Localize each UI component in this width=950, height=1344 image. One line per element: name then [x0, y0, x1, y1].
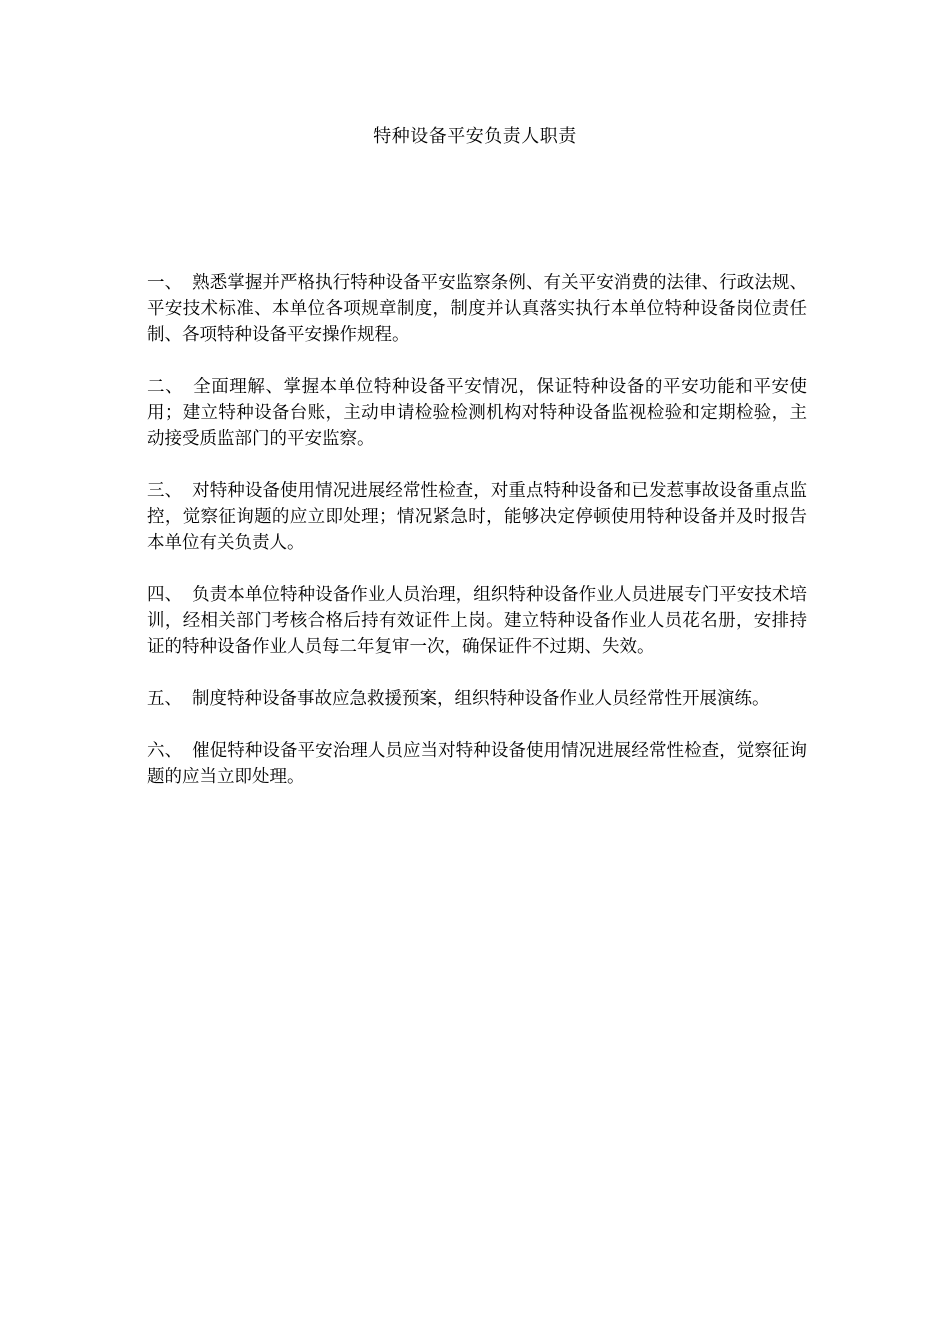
clause-number: 五、	[147, 689, 182, 709]
clause-number: 三、	[147, 481, 183, 501]
clause-text: 熟悉掌握并严格执行特种设备平安监察条例、有关平安消费的法律、行政法规、平安技术标准、本单位各项规章制度，制度并认真落实执行本单位特种设备岗位责任制、各项特种设备平安操作规程。	[147, 273, 807, 345]
clause-text: 对特种设备使用情况进展经常性检查，对重点特种设备和已发惹事故设备重点监控，觉察征询题的应立即处理；情况紧急时，能够决定停顿使用特种设备并及时报告本单位有关负责人。	[147, 481, 807, 553]
document-body	[147, 270, 807, 816]
clause-2	[147, 374, 807, 452]
clause-text: 全面理解、掌握本单位特种设备平安情况，保证特种设备的平安功能和平安使用；建立特种设备台账，主动申请检验检测机构对特种设备监视检验和定期检验，主动接受质监部门的平安监察。	[147, 377, 808, 449]
clause-number: 四、	[147, 585, 183, 605]
clause-1	[147, 270, 807, 348]
clause-3	[147, 478, 807, 556]
clause-number: 一、	[147, 273, 183, 293]
clause-text: 催促特种设备平安治理人员应当对特种设备使用情况进展经常性检查，觉察征询题的应当立即处理。	[147, 741, 807, 787]
clause-6	[147, 738, 807, 790]
document-title: 特种设备平安负责人职责	[373, 126, 577, 147]
clause-text: 负责本单位特种设备作业人员治理，组织特种设备作业人员进展专门平安技术培训，经相关部门考核合格后持有效证件上岗。建立特种设备作业人员花名册，安排持证的特种设备作业人员每二年复审一次，确保证件不过期、失效。	[147, 585, 807, 657]
clause-text: 制度特种设备事故应急救援预案，组织特种设备作业人员经常性开展演练。	[192, 689, 770, 709]
clause-number: 六、	[147, 741, 183, 761]
clause-number: 二、	[147, 377, 184, 397]
clause-4	[147, 582, 807, 660]
clause-5	[147, 686, 807, 712]
